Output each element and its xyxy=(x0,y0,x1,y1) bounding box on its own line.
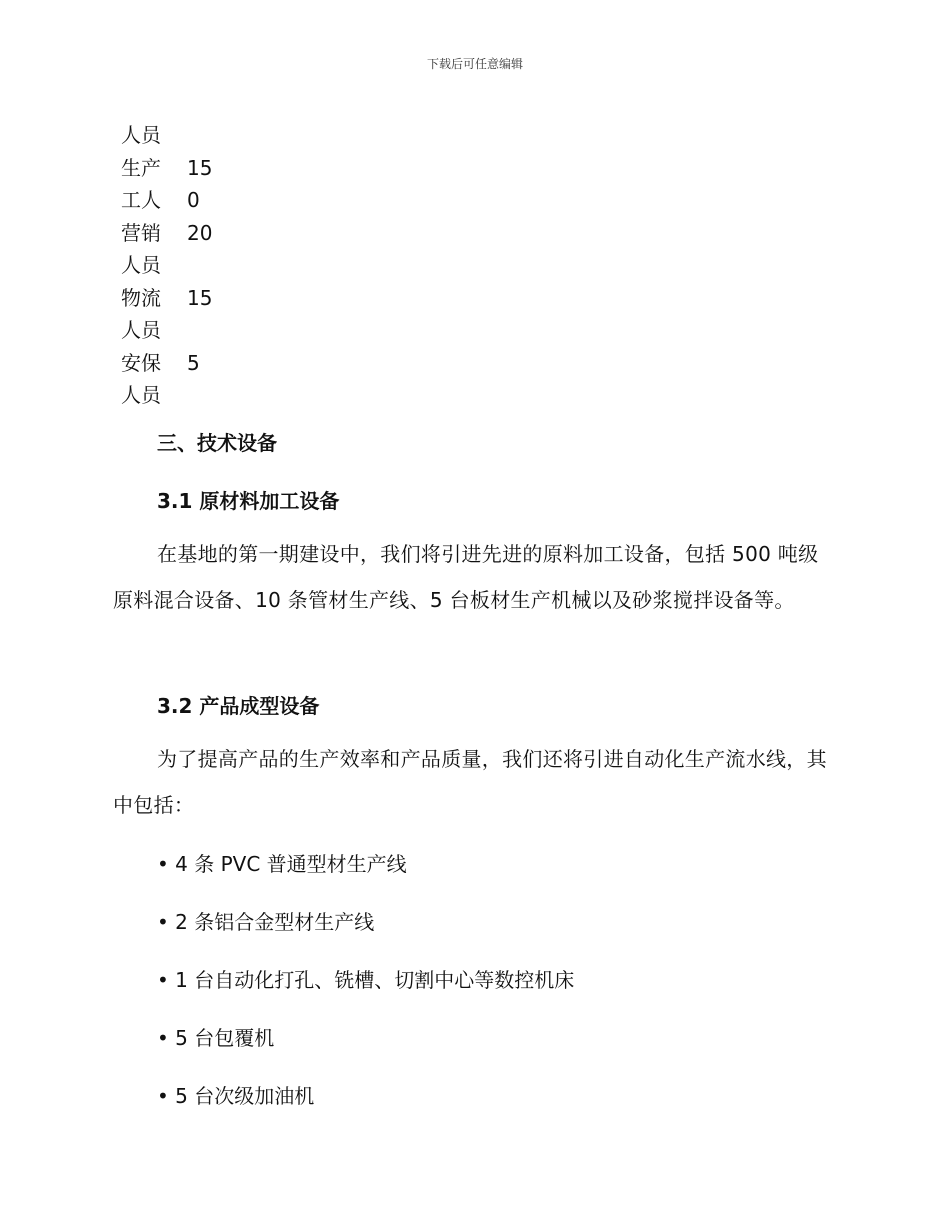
count-line: 0 xyxy=(187,188,200,212)
role-cell xyxy=(121,347,187,412)
role-cell xyxy=(121,152,187,217)
role-cell xyxy=(121,282,187,347)
role-line: 安保 xyxy=(121,350,161,375)
list-item: • 2 条铝合金型材生产线 xyxy=(157,910,375,934)
count-line: 20 xyxy=(187,220,213,245)
role-cell xyxy=(121,119,187,152)
count-line: 15 xyxy=(187,285,213,310)
role-line: 人员 xyxy=(121,253,161,277)
count-line: 15 xyxy=(187,155,213,180)
role-line: 营销 xyxy=(121,220,161,245)
list-item: • 1 台自动化打孔、铣槽、切割中心等数控机床 xyxy=(157,968,575,992)
count-cell xyxy=(187,152,247,217)
paragraph-3-2: 为了提高产品的生产效率和产品质量，我们还将引进自动化生产流水线，其中包括： xyxy=(113,747,827,817)
count-line: 5 xyxy=(187,350,200,375)
section-title: 三、技术设备 xyxy=(157,431,277,455)
role-line: 物流 xyxy=(121,285,161,310)
count-cell xyxy=(187,282,247,315)
count-cell xyxy=(187,217,247,250)
role-line: 工人 xyxy=(121,188,161,212)
count-cell xyxy=(187,347,247,380)
role-line: 人员 xyxy=(121,123,161,147)
subsection-title-3-2: 3.2 产品成型设备 xyxy=(157,694,320,718)
table-row xyxy=(121,119,247,152)
subsection-title-3-1: 3.1 原材料加工设备 xyxy=(157,489,340,513)
staff-table xyxy=(121,119,247,412)
paragraph-3-1: 在基地的第一期建设中，我们将引进先进的原料加工设备，包括 500 吨级原料混合设备、10 条管材生产线、5 台板材生产机械以及砂浆搅拌设备等。 xyxy=(113,542,819,612)
list-item: • 5 台包覆机 xyxy=(157,1026,275,1050)
header-note: 下载后可任意编辑 xyxy=(426,57,523,71)
table-row xyxy=(121,152,247,217)
list-item: • 5 台次级加油机 xyxy=(157,1084,315,1108)
table-row xyxy=(121,217,247,282)
role-line: 生产 xyxy=(121,155,161,180)
list-item: • 4 条 PVC 普通型材生产线 xyxy=(157,852,407,876)
role-cell xyxy=(121,217,187,282)
table-row xyxy=(121,347,247,412)
table-row xyxy=(121,282,247,347)
role-line: 人员 xyxy=(121,318,161,342)
role-line: 人员 xyxy=(121,383,161,407)
